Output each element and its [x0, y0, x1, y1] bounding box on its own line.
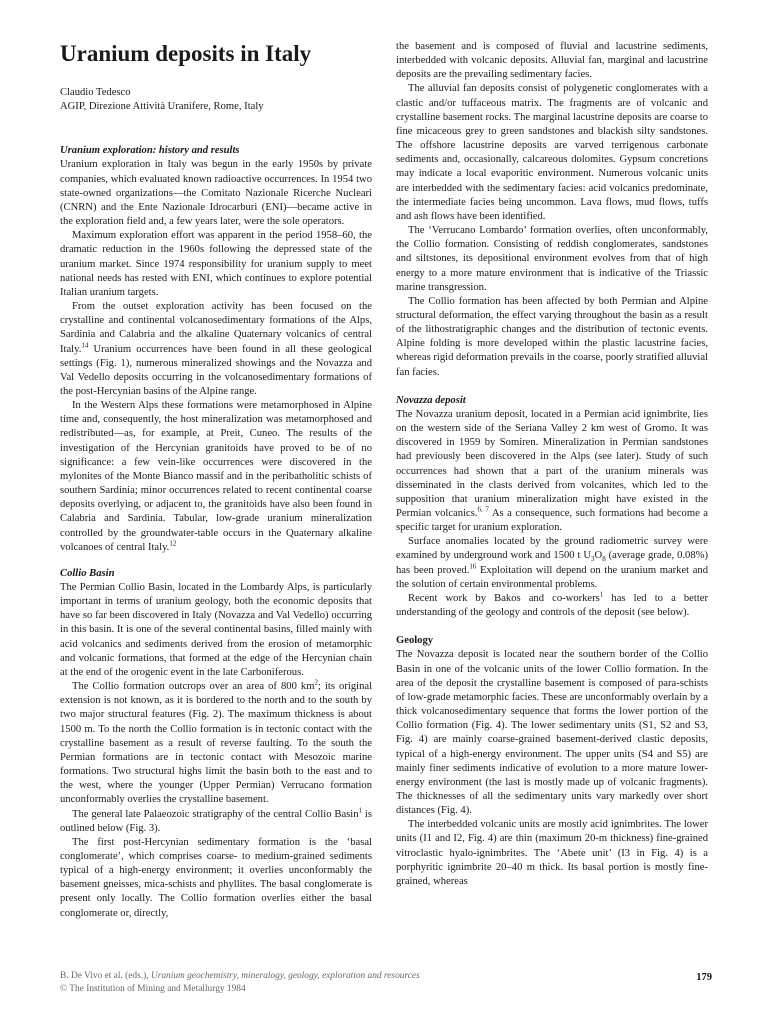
paragraph: The first post-Hercynian sedimentary formation is the ‘basal conglomerate’, which comprises coarse- to medium-grained sediments typical of a high-energy environment; it overlies unconformably the basement gneisses, mica-schists and phyllites. The basal conglomerate is present only locally. The Collio formation overlies either the basal conglomerate or, directly,: [60, 836, 372, 919]
section-heading-novazza: Novazza deposit: [396, 394, 466, 406]
section-heading-collio: Collio Basin: [60, 567, 115, 579]
paragraph: The general late Palaeozoic stratigraphy of the central Collio Basin$^1$ is outlined below (Fig. 3).: [60, 805, 372, 834]
paragraph: the basement and is composed of fluvial and lacustrine sediments, interbedded with volcanic deposits. Alluvial fan, marginal and lacustrine deposits are the prevailing sedimentary facies.: [396, 41, 708, 81]
paragraph: The ‘Verrucano Lombardo’ formation overlies, often unconformably, the Collio formation. Consisting of reddish conglomerates, sandstones and siltstones, its depositional environment evolves from that of high energy to a more mature environment that is indicative of the Triassic marine transgression.: [396, 225, 708, 293]
page-footer: [60, 970, 712, 995]
paragraph: Maximum exploration effort was apparent in the period 1958–60, the dramatic reduction in the 1960s following the depressed state of the uranium market. Since 1974 responsibility for uranium supply to meet national needs has rested with ENI, which continues to explore potential Italian uranium targets.: [60, 230, 372, 298]
citation-superscript: 6, 7: [477, 505, 489, 514]
citation-superscript: 1: [599, 590, 604, 599]
paragraph: The Permian Collio Basin, located in the Lombardy Alps, is particularly important in terms of uranium geology, both the economic deposits that have so far been discovered in Italy (Novazza and Val Vedello) occurring in this basin. It is one of the several continental basins, filled mainly with acid volcanics and sediments derived from the erosion of metamorphic and volcanic formations, that formed at the edge of the Hercynian chain at the end of the orogenic event in the late Carboniferous.: [60, 582, 372, 678]
citation-superscript: 12: [169, 539, 177, 548]
citation-superscript: 14: [81, 340, 89, 349]
right-column: [396, 40, 708, 889]
paragraph: The Collio formation outcrops over an area of 800 $km^2$; its original extension is not known, as it is bordered to the north and to the south by two major structural features (Fig. 2). The maximum thickness is about 1500 m. To the north the Collio formation is in tectonic contact with the crystalline basement as a result of reverse faulting. To the south the Permian formations are in tectonic contact with Mesozoic marine formations. Two structural highs limit the basin both to the east and to the west, where the younger (Upper Permian) Verrucano formation unconformably overlies the crystalline basement.: [60, 678, 373, 806]
paragraph: Surface anomalies located by the ground radiometric survey were examined by underground work and 1500 t $U_3O_8$ (average grade, 0.08%) has been proved.$^{16}$ Exploitation will depend on the uranium market and the solution of certain environmental problems.: [396, 536, 709, 590]
paragraph: The Collio formation has been affected by both Permian and Alpine structural deformation, the effect varying throughout the basin as a result of the lithostratigraphic changes and the distribution of tectonic events. Alpine folding is more developed within the plastic lacustrine facies, whereas rigid deformation prevails in the coarse, poorly stratified alluvial fan facies.: [396, 295, 708, 378]
paragraph: The interbedded volcanic units are mostly acid ignimbrites. The lower units (I1 and I2, Fig. 4) are thin (maximum 20-m thickness) fine-grained vitroclastic hyalo-ignimbrites. The ‘Abete unit’ (I3 in Fig. 4) is a porphyritic ignimbrite 20–40 m thick. Its basal portion is mostly fine-grained, whereas: [396, 819, 708, 887]
citation-line: B. De Vivo et al. (eds.), Uranium geochemistry, mineralogy, geology, exploration and resources: [60, 971, 420, 981]
section-heading-exploration: Uranium exploration: history and results: [60, 145, 240, 157]
paragraph: The Novazza deposit is located near the southern border of the Collio Basin in one of the volcanic units of the lower Collio formation. In the area of the deposit the crystalline basement is composed of para-schists of low-grade metamorphic facies. These are unconformably overlain by a thick volcanosedimentary sequence that forms the lower portion of the Collio formation (Fig. 4). The lower sedimentary units (S1, S2 and S3, Fig. 4) are mainly coarse-grained basement-derived clastic deposits, typical of a high-energy environment. The upper units (S4 and S5) are mainly finer sediments indicative of evolution to a more mature lower-energy environment (the last is mostly made up of volcanic fragments). The thicknesses of all the sedimentary units vary markedly over short distances (Fig. 4).: [396, 649, 708, 817]
section-heading-geology: Geology: [396, 635, 434, 647]
page-number: 179: [696, 972, 712, 983]
paragraph: The Novazza uranium deposit, located in a Permian acid ignimbrite, lies on the western side of the Seriana Valley 2 km west of Gromo. It was discovered in 1959 by Somiren. Mineralization in Permian sandstones had previously been discovered in the Alps (see later). Study of such occurrences had shown that a part of the uranium minerals was disseminated in the clasts derived from volcanites, which led to the supposition that uranium mineralization might have existed in the Permian volcanics.$^{6, 7}$ As a consequence, such formations had become a specific target for uranium exploration.: [396, 408, 709, 534]
left-column: [60, 40, 372, 921]
paragraph: The alluvial fan deposits consist of polygenetic conglomerates with a clastic and/or tuffaceous matrix. The fragments are of volcanic and crystalline basement rocks. The marginal lacustrine deposits are coarse to fine micaceous grey to green sandstones and blackish silty sandstones. The offshore lacustrine deposits are varved terrigenous carbonate sediments and, occasionally, calcareous dolomites. Gypsum concretions may indicate a local evaporitic environment. Numerous volcanic units are interbedded with the sedimentary facies: acid volcanics predominate, the intermediate facies being uncommon. Lava flows, mud flows, tuffs and ash flows have been identified.: [396, 83, 708, 222]
paragraph: Recent work by Bakos and co-workers$^1$ has led to a better understanding of the geology and controls of the deposit (see below).: [396, 590, 708, 619]
book-title: Uranium geochemistry, mineralogy, geology, exploration and resources: [150, 971, 420, 981]
paragraph: Uranium exploration in Italy was begun in the early 1950s by private companies, which evaluated known radioactive occurrences. In 1954 two state-owned organizations—the Comitato Nazionale Ricerche Nucleari (CNRN) and the Ente Nazionale Idrocarburi (ENI)—became active in the exploration field and, a few years later, were the sole operators.: [60, 159, 372, 228]
author-affiliation: AGIP, Direzione Attività Uranifere, Rome, Italy: [60, 101, 264, 113]
article-title: Uranium deposits in Italy: [60, 41, 312, 66]
copyright-line: © The Institution of Mining and Metallurgy 1984: [60, 983, 246, 994]
paragraph: In the Western Alps these formations were metamorphosed in Alpine time and, consequently, the host mineralization was metamorphosed and redistributed—as, for example, at Preit, Cuneo. The results of the investigation of the Hercynian granitoids have proved to be of no significance: a few vein-like occurrences were discovered in the mylonites of the Monte Bianco massif and in the peribatholitic schists of southern Sardinia; minor occurrences related to recent continental coarse deposits overlying, or adjacent to, the granitoids have also been found in Calabria and Sardinia. Tabular, low-grade uranium mineralization controlled by the groundwater-table occurs in the Quaternary alkaline volcanoes of central Italy.$^{12}$: [60, 400, 372, 553]
author-name: Claudio Tedesco: [60, 87, 131, 98]
paragraph: From the outset exploration activity has been focused on the crystalline and continental volcanosedimentary formations of the Alps, Sardinia and Calabria and the alkaline Quaternary volcanics of central Italy.$^{14}$ Uranium occurrences have been found in all these geological settings (Fig. 1), numerous mineralized showings and the Novazza and Val Vedello deposits occurring in the volcanosedimentary formations of the post-Hercynian basins of the Alpine range.: [60, 301, 372, 397]
citation-superscript: 1: [358, 805, 363, 814]
citation-superscript: 16: [469, 562, 477, 571]
